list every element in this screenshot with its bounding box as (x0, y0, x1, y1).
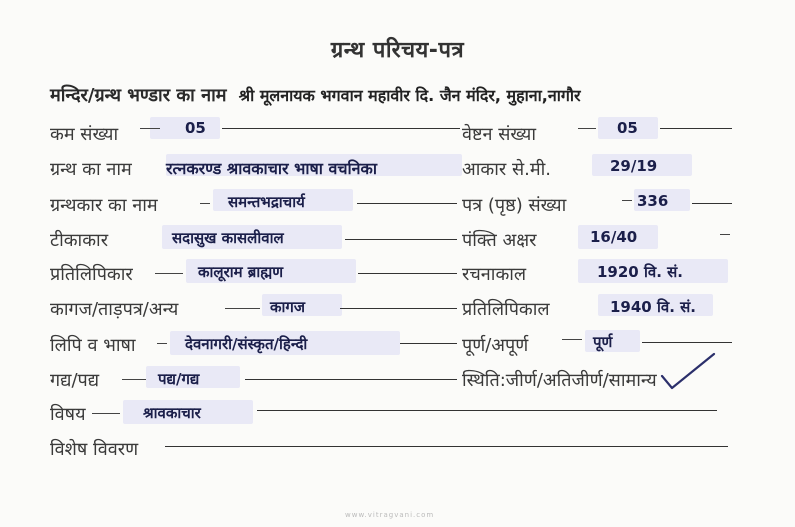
granth-name-value: रत्नकरण्ड श्रावकाचार भाषा वचनिका (166, 159, 377, 178)
subject-label: विषय (50, 404, 86, 425)
copyist-rule-a (155, 273, 183, 274)
serial-number-rule-a (140, 128, 160, 129)
commentator-label: टीकाकार (50, 230, 109, 251)
material-value: कागज (270, 298, 305, 316)
line-letters-label: पंक्ति अक्षर (462, 230, 537, 251)
copyist-label: प्रतिलिपिकार (50, 264, 133, 285)
temple-row (50, 83, 581, 107)
size-cm-value: 29/19 (610, 157, 658, 175)
folio-rule (692, 203, 732, 204)
prose-verse-value: पद्य/गद्य (158, 370, 200, 388)
author-name-value: समन्तभद्राचार्य (228, 193, 305, 211)
author-rule-a (200, 203, 210, 204)
subject-rule (257, 410, 717, 411)
serial-number-label: कम संख्या (50, 124, 119, 145)
prose-rule (245, 379, 457, 380)
line-letters-rule (720, 234, 730, 235)
copyist-rule (358, 273, 457, 274)
copy-period-value: 1940 वि. सं. (610, 298, 696, 316)
commentator-rule (345, 239, 457, 240)
size-cm-label: आकार से.मी. (462, 159, 552, 180)
script-language-label: लिपि व भाषा (50, 335, 136, 356)
line-letters-value: 16/40 (590, 228, 638, 246)
subject-rule-a (92, 413, 120, 414)
author-name-label: ग्रन्थकार का नाम (50, 195, 158, 216)
complete-rule-b (642, 342, 732, 343)
complete-incomplete-label: पूर्ण/अपूर्ण (462, 335, 529, 356)
material-rule (340, 308, 457, 309)
complete-rule (562, 339, 582, 340)
subject-value: श्रावकाचार (143, 404, 201, 422)
granth-name-label: ग्रन्थ का नाम (50, 159, 132, 180)
folio-count-label: पत्र (पृष्ठ) संख्या (462, 195, 567, 216)
wrapper-rule (660, 128, 732, 129)
script-language-value: देवनागरी/संस्कृत/हिन्दी (185, 335, 308, 353)
prose-verse-label: गद्य/पद्य (50, 370, 100, 391)
footer-watermark: www.vitragvani.com (345, 511, 435, 519)
copyist-value: कालूराम ब्राह्मण (198, 263, 284, 281)
script-rule-a (157, 343, 167, 344)
wrapper-rule-a (578, 128, 596, 129)
material-rule-a (225, 308, 260, 309)
serial-number-value: 05 (185, 119, 206, 137)
script-rule (400, 343, 457, 344)
author-rule (357, 203, 457, 204)
material-label: कागज/ताड़पत्र/अन्य (50, 299, 179, 320)
folio-count-value: 336 (637, 192, 669, 210)
temple-value: श्री मूलनायक भगवान महावीर दि. जैन मंदिर, मुहाना,नागौर (238, 86, 581, 105)
composition-period-value: 1920 वि. सं. (597, 263, 683, 281)
commentator-value: सदासुख कासलीवाल (172, 229, 284, 247)
folio-rule-a (622, 200, 632, 201)
complete-incomplete-value: पूर्ण (593, 333, 613, 351)
condition-label: स्थिति:जीर्ण/अतिजीर्ण/सामान्य (462, 370, 657, 391)
temple-label: मन्दिर/ग्रन्थ भण्डार का नाम (50, 85, 227, 106)
prose-rule-a (122, 379, 146, 380)
card-title: ग्रन्थ परिचय-पत्र (330, 38, 465, 63)
special-details-rule (165, 446, 728, 447)
copy-period-label: प्रतिलिपिकाल (462, 299, 550, 320)
wrapper-number-value: 05 (617, 119, 638, 137)
wrapper-number-label: वेष्टन संख्या (462, 124, 537, 145)
special-details-label: विशेष विवरण (50, 439, 139, 460)
checkmark-icon (660, 352, 716, 392)
serial-number-rule (222, 128, 460, 129)
composition-period-label: रचनाकाल (462, 264, 527, 285)
